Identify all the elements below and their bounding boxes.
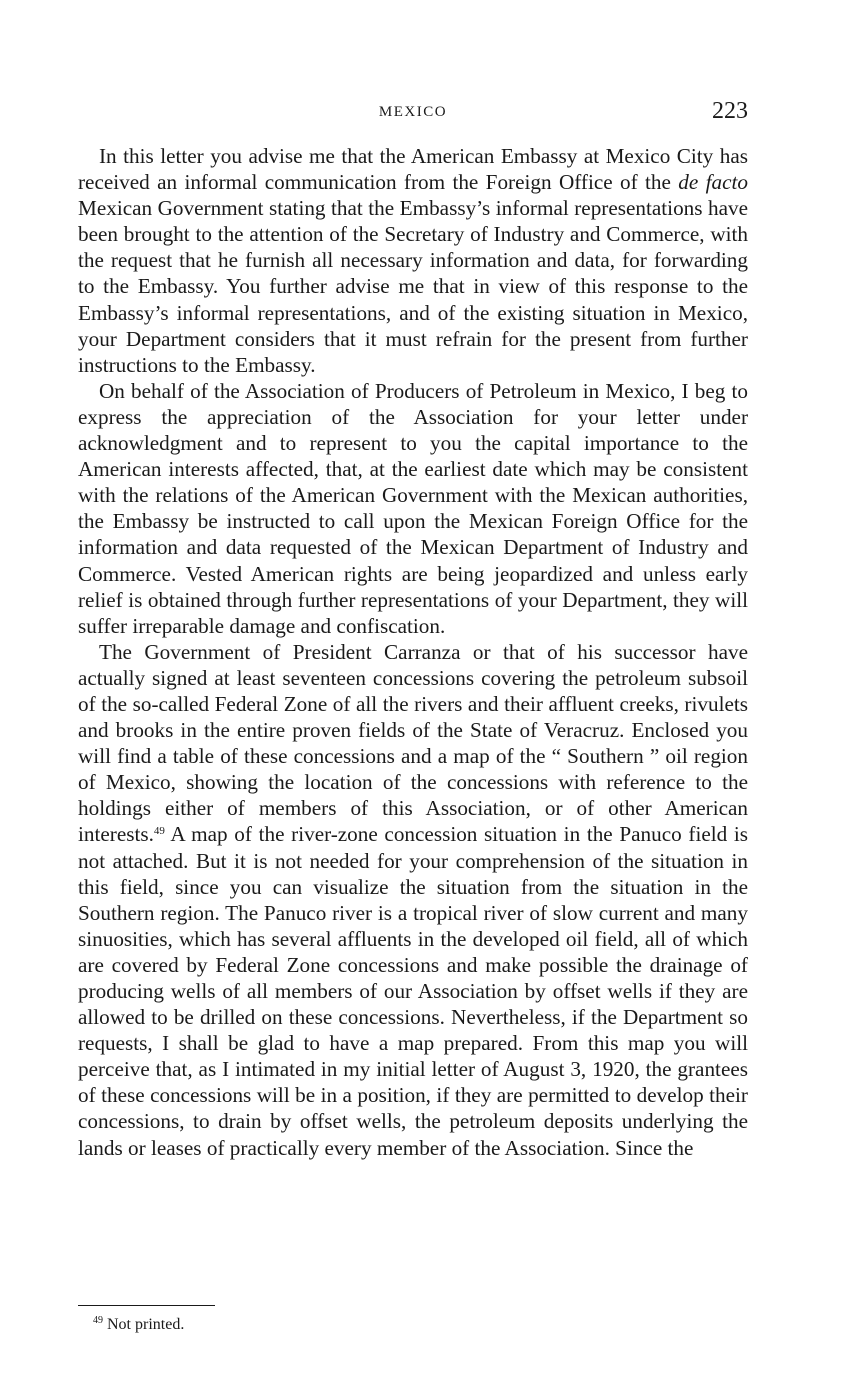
body-text bbox=[78, 143, 748, 1161]
page-number: 223 bbox=[712, 98, 748, 124]
footnote-text: Not printed. bbox=[103, 1316, 185, 1333]
footnote bbox=[93, 1316, 184, 1334]
footnote-marker: 49 bbox=[93, 1315, 103, 1326]
running-head bbox=[78, 98, 748, 128]
paragraph-1-text-start: In this letter you advise me that the American Embassy at Mexico City has received an informal communication from the Foreign Office of the bbox=[78, 144, 748, 195]
paragraph-1-italic-phrase: de facto bbox=[678, 170, 748, 195]
paragraph-1 bbox=[78, 143, 748, 378]
footnote-divider bbox=[78, 1305, 215, 1306]
paragraph-2: On behalf of the Association of Producers of Petroleum in Mexico, I beg to express the appreciation of the Association for your letter under acknowledgment and to represent to you the capital importance to the American interests affected, that, at the earliest date which may be consistent with the relations of the American Government with the Mexican authorities, the Embassy be instructed to call upon the Mexican Foreign Office for the information and data requested of the Mexican Department of Industry and Commerce. Vested American rights are being jeopardized and unless early relief is obtained through further representations of your Department, they will suffer irreparable damage and confiscation. bbox=[78, 378, 748, 638]
footnote-reference: 49 bbox=[153, 825, 165, 838]
paragraph-3-text-end: A map of the river-zone concession situation in the Panuco field is not attached. But it is not needed for your comprehension of the situation in this field, since you can visualize the situation from the situation in the Southern region. The Panuco river is a tropical river of slow current and many sinuosities, which has several affluents in the developed oil field, all of which are covered by Federal Zone concessions and make possible the drainage of producing wells of all members of our Association by offset wells if they are allowed to be drilled on these concessions. Nevertheless, if the Department so requests, I shall be glad to have a map prepared. From this map you will perceive that, as I intimated in my initial letter of August 3, 1920, the grantees of these concessions will be in a position, if they are permitted to develop their concessions, to drain by offset wells, the petroleum deposits underlying the lands or leases of practically every member of the Association. Since the bbox=[78, 822, 748, 1160]
paragraph-3 bbox=[78, 639, 748, 1161]
paragraph-3-text-start: The Government of President Carranza or that of his successor have actually signed at least seventeen concessions covering the petroleum subsoil of the so-called Federal Zone of all the rivers and their affluent creeks, rivulets and brooks in the entire proven fields of the State of Veracruz. Enclosed you will find a table of these concessions and a map of the “ Southern ” oil region of Mexico, showing the location of the concessions with reference to the holdings either of members of this Association, or of other American interests. bbox=[78, 639, 748, 847]
running-title: MEXICO bbox=[378, 104, 448, 120]
paragraph-1-text-end: Mexican Government stating that the Embassy’s informal representations have been brought to the attention of the Secretary of Industry and Commerce, with the request that he furnish all necessary information and data, for forwarding to the Embassy. You further advise me that in view of this response to the Embassy’s informal representations, and of the existing situation in Mexico, your Department considers that it must refrain for the present from further instructions to the Embassy. bbox=[78, 196, 748, 377]
